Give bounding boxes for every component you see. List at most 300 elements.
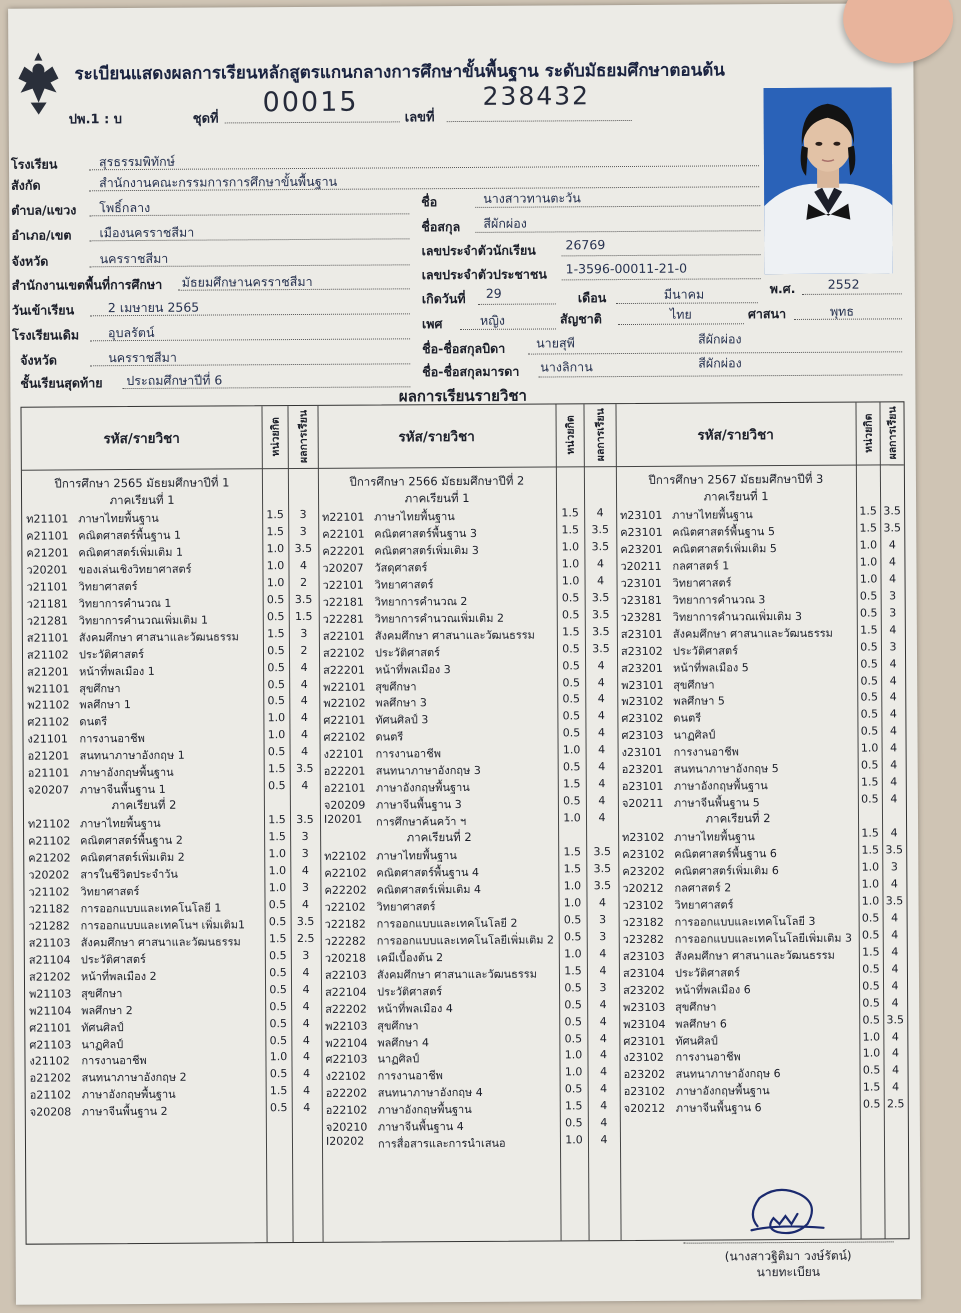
subject-grade: 4 [600,1065,608,1079]
subject-grade: 4 [892,1063,900,1077]
subject-code: ท21101 [26,512,69,526]
subject-code: จ20207 [27,783,70,797]
subject-credit: 1.5 [268,830,286,844]
subject-code: ง21101 [27,732,68,747]
subject-grade: 4 [300,694,308,708]
subject-credit: 1.0 [862,1029,881,1044]
subject-grade: 3.5 [295,762,314,776]
subject-grade: 3.5 [883,504,901,518]
subject-name: ภาษาไทยพื้นฐาน [674,830,755,844]
subject-grade: 4 [889,690,897,704]
subject-grade: 4 [888,538,896,552]
subject-name: วัสดุศาสตร์ [374,561,428,575]
sex-label: เพศ [421,316,443,332]
subject-name: พลศึกษา 6 [675,1016,727,1031]
subject-grade: 3.5 [296,813,314,827]
subject-code: อ22201 [323,764,366,779]
subject-credit: 1.0 [861,877,880,891]
subject-grade: 4 [302,965,310,979]
subject-credit: 1.5 [861,843,879,857]
subject-name: สนทนาภาษาอังกฤษ 5 [673,762,779,776]
subject-credit: 1.5 [562,624,580,639]
prev-school-value: อุบลรัตน์ [107,324,155,341]
subject-grade: 3.5 [592,624,610,638]
subject-code: ว23182 [622,915,664,929]
subject-name: วิทยาศาสตร์ [80,884,140,899]
subject-code: พ22102 [323,697,366,711]
subject-name: ประวัติศาสตร์ [78,647,145,661]
subject-name: หน้าที่พลเมือง 3 [375,662,451,677]
subject-code: ค21202 [28,851,71,865]
subject-name: สังคมศึกษา ศาสนาและวัฒนธรรม [376,967,537,982]
subject-name: ดนตรี [375,730,404,744]
father-first-name: นายสุพี [536,335,575,351]
subject-name: ภาษาอังกฤษพื้นฐาน [81,1088,176,1102]
subject-code: ท23101 [620,508,663,523]
subject-credit: 0.5 [860,640,878,654]
col-credit-3: หน่วยกิต [862,413,875,454]
subject-credit: 0.5 [269,948,287,962]
citizen-id-label: เลขประจำตัวประชาชน [421,266,547,283]
subject-grade: 4 [889,623,897,637]
subject-name: ภาษาไทยพื้นฐาน [672,508,753,522]
subject-grade: 4 [300,660,308,674]
last-level-value: ประถมศึกษาปีที่ 6 [126,372,223,389]
subject-name: สุขศึกษา [377,1018,419,1033]
subject-credit: 1.0 [861,894,880,908]
subject-grade: 2.5 [886,1097,905,1111]
religion-value: พุทธ [829,303,855,319]
subject-grade: 4 [300,677,308,691]
subject-grade: 4 [303,1101,311,1115]
subject-credit: 1.5 [860,623,878,637]
subject-credit: 1.0 [563,811,581,825]
subject-code: ส22103 [324,968,367,982]
subject-code: ศ23103 [621,729,664,743]
subject-credit: 0.5 [860,758,879,772]
subject-code: อ21202 [29,1071,72,1086]
subject-name: พลศึกษา 4 [377,1035,429,1050]
subject-name: การงานอาชีพ [377,1069,443,1083]
subject-name: เคมีเบื้องต้น 2 [376,950,444,965]
enroll-date-label: วันเข้าเรียน [11,302,75,318]
subject-name: การออกแบบและเทคโนฯ เพิ่มเติม1 [80,918,245,933]
subject-credit: 0.5 [564,997,582,1011]
subject-credit: 0.5 [859,606,878,620]
subject-name: คณิตศาสตร์พื้นฐาน 1 [78,528,181,543]
surname-value: สีผักผ่อง [483,215,527,231]
subject-grade: 4 [303,1084,311,1098]
subject-code: ว21101 [26,580,68,594]
subject-credit: 0.5 [860,673,878,688]
subject-credit: 0.5 [268,914,287,929]
name-label: ชื่อ [421,194,438,210]
set-number: 00015 [262,86,359,119]
subject-code: อ23201 [621,763,664,777]
subject-grade: 4 [598,777,606,791]
nationality-label: สัญชาติ [559,311,602,327]
subject-grade: 3.5 [886,1012,905,1026]
subject-code: ง23101 [621,746,663,760]
subject-grade: 4 [891,1029,899,1043]
subject-credit: 0.5 [269,1101,288,1115]
subject-code: ศ23101 [623,1034,666,1048]
subject-name: วิทยาการคำนวณ 2 [374,594,468,609]
subject-grade: 4 [891,911,899,925]
subject-credit: 1.5 [859,504,877,518]
prev-province-label: จังหวัด [20,352,58,368]
subject-credit: 1.0 [266,541,285,556]
subject-name: สนทนาภาษาอังกฤษ 1 [79,749,185,763]
subject-name: ภาษาจีนพื้นฐาน 4 [377,1120,464,1134]
year-heading: ปีการศึกษา 2567 มัธยมศึกษาปีที่ 3 [648,471,824,487]
subject-name: การออกแบบและเทคโนโลยีเพิ่มเติม 2 [376,933,555,948]
subject-grade: 3.5 [591,540,610,554]
subject-name: พลศึกษา 5 [673,694,725,709]
subject-grade: 4 [598,743,606,757]
subject-name: หน้าที่พลเมือง 4 [377,1001,453,1016]
subject-credit: 1.5 [563,862,582,876]
subject-grade: 3 [299,507,307,522]
subdistrict-label: ตำบล/แขวง [11,202,77,218]
col-grade-3: ผลการเรียน [885,406,899,460]
subject-code: ท23102 [622,830,665,845]
subject-code: ง22102 [325,1070,366,1084]
subject-name: ของเล่นเชิงวิทยาศาสตร์ [78,562,192,577]
subject-credit: 1.0 [269,1050,288,1064]
subject-name: สังคมศึกษา ศาสนาและวัฒนธรรม [674,948,835,963]
subject-name: คณิตศาสตร์พื้นฐาน 4 [376,865,480,880]
subject-grade: 3.5 [592,641,610,655]
subject-credit: 0.5 [563,913,582,927]
subject-grade: 4 [599,963,607,977]
subject-code: อ23102 [623,1085,666,1099]
subject-name: สุขศึกษา [81,986,123,1000]
subject-credit: 0.5 [561,607,580,622]
subject-code: ค21102 [28,834,71,848]
subject-name: การออกแบบและเทคโนโลยี 3 [674,914,816,929]
subject-grade: 4 [302,999,310,1013]
subject-name: ภาษาไทยพื้นฐาน [78,511,159,526]
subject-name: ภาษาอังกฤษพื้นฐาน [673,779,768,793]
subject-name: สังคมศึกษา ศาสนาและวัฒนธรรม [672,626,833,641]
subject-name: ดนตรี [79,715,108,729]
subject-code: ส23202 [623,983,665,997]
subject-grade: 2 [300,643,308,657]
subject-credit: 1.5 [563,777,581,791]
subject-code: จ20212 [623,1102,666,1116]
subject-grade: 4 [598,811,606,825]
subject-grade: 4 [888,555,896,569]
subject-name: คณิตศาสตร์เพิ่มเติม 5 [672,541,777,556]
district-label: อำเภอ/เขต [11,227,72,243]
subject-credit: 1.0 [859,572,878,586]
subject-code: จ20208 [29,1105,72,1119]
subject-credit: 1.0 [266,575,285,590]
subject-name: ทัศนศิลป์ [81,1020,124,1034]
subject-name: ทัศนศิลป์ [675,1033,718,1048]
subject-credit: 0.5 [861,911,880,925]
subject-grade: 3 [302,948,310,962]
subject-credit: 0.5 [562,726,581,740]
year-heading: ปีการศึกษา 2565 มัธยมศึกษาปีที่ 1 [54,475,230,491]
subject-grade: 3 [299,524,307,538]
subject-grade: 3 [889,589,897,603]
subject-name: สังคมศึกษา ศาสนาและวัฒนธรรม [78,630,239,644]
student-id-label: เลขประจำตัวนักเรียน [421,242,536,259]
subject-name: สนทนาภาษาอังกฤษ 6 [675,1067,781,1082]
form-label: ปพ.1 : บ [68,112,123,128]
subject-credit: 0.5 [862,962,880,976]
subject-grade: 4 [599,1014,607,1028]
subject-name: คณิตศาสตร์พื้นฐาน 2 [80,833,183,848]
subject-credit: 1.0 [859,538,878,552]
subject-name: วิทยาศาสตร์ [674,898,734,912]
subject-code: ค22101 [322,527,365,541]
subject-credit: 0.5 [859,589,878,603]
subject-grade: 4 [891,945,899,959]
subject-code: ง21102 [29,1054,70,1069]
subject-name: สุขศึกษา [375,679,417,694]
subject-credit: 1.0 [563,879,582,893]
subject-code: ว22102 [324,900,366,914]
subject-name: กลศาสตร์ 1 [672,559,730,573]
subject-code: ว21102 [28,885,70,899]
subject-credit: 0.5 [267,677,285,691]
col-grade-2: ผลการเรียน [594,408,607,462]
subject-credit: 0.5 [861,792,879,806]
subject-name: ภาษาจีนพื้นฐาน 5 [673,796,760,810]
mother-label: ชื่อ-ชื่อสกุลมารดา [422,363,520,380]
subject-grade: 4 [597,573,605,587]
subject-name: สังคมศึกษา ศาสนาและวัฒนธรรม [374,628,535,643]
subject-code: ว22282 [324,934,366,948]
subject-grade: 4 [302,1016,310,1030]
subject-code: จ20209 [323,798,366,813]
subject-credit: 0.5 [862,996,880,1010]
subject-credit: 1.5 [861,826,879,840]
subject-grade: 3.5 [294,592,313,606]
subject-grade: 3 [599,912,607,927]
col-credit-2: หน่วยกิต [564,415,577,456]
affiliation-label: สังกัด [11,177,41,193]
subject-code: ส22202 [325,1002,367,1016]
subject-grade: 4 [597,709,605,723]
surname-label: ชื่อสกุล [421,219,461,235]
subject-credit: 0.5 [562,641,580,655]
subject-code: ว20202 [28,868,70,882]
subject-grade: 4 [891,962,899,976]
subject-code: ศ23102 [621,712,664,726]
subject-grade: 2 [300,575,308,589]
subject-name: วิทยาศาสตร์ [672,576,732,590]
subject-code: ค23202 [622,864,665,879]
subject-credit: 0.5 [563,794,581,808]
subject-grade: 4 [301,745,309,759]
col-subject-1: รหัส/รายวิชา [103,430,180,448]
subject-name: สุขศึกษา [673,677,715,692]
citizen-id-value: 1-3596-00011-21-0 [565,260,688,277]
semester-heading: ภาคเรียนที่ 2 [406,830,472,845]
subject-name: คณิตศาสตร์พื้นฐาน 3 [374,526,477,541]
subject-code: พ23104 [623,1017,666,1031]
subject-name: กลศาสตร์ 2 [674,881,732,895]
subject-code: ว21182 [28,902,70,916]
subject-credit: 1.0 [563,896,582,910]
subject-code: จ20210 [325,1120,368,1135]
subject-grade: 4 [892,1080,900,1094]
subject-code: ว22281 [322,612,364,626]
subject-grade: 4 [598,896,607,910]
subject-credit: 0.5 [860,690,879,705]
subject-grade: 4 [890,741,898,755]
subject-code: ส21101 [26,631,69,645]
subject-name: ภาษาจีนพื้นฐาน 1 [79,783,166,797]
subject-code: อ22202 [325,1086,368,1101]
subject-code: อ23101 [621,779,664,794]
subject-credit: 1.5 [859,521,878,535]
subject-code: พ21101 [27,681,70,696]
subject-credit: 0.5 [564,980,582,995]
subject-grade: 3 [301,880,309,894]
subject-grade: 3 [599,980,607,994]
subject-credit: 1.0 [564,1048,583,1062]
subject-name: นาฏศิลป์ [81,1037,124,1051]
semester-heading: ภาคเรียนที่ 1 [404,490,470,506]
subject-credit: 0.5 [562,692,581,706]
subject-credit: 1.0 [561,557,580,571]
subject-code: ส21103 [28,936,71,950]
subject-grade: 4 [596,556,604,571]
subject-name: ประวัติศาสตร์ [80,952,146,967]
subject-name: ภาษาอังกฤษพื้นฐาน [675,1084,770,1099]
subject-code: ว21282 [28,919,70,933]
subject-credit: 0.5 [266,592,285,606]
subject-code: อ21201 [27,749,70,763]
subject-name: พลศึกษา 3 [375,696,427,710]
subject-name: ดนตรี [673,711,702,726]
subject-grade: 4 [302,1050,310,1064]
subject-grade: 1.5 [294,609,313,623]
results-title: ผลการเรียนรายวิชา [398,386,528,406]
subject-code: ว21281 [26,614,69,628]
subject-grade: 4 [889,673,897,687]
subject-credit: 0.5 [269,982,287,996]
subject-credit: 1.5 [266,508,284,522]
sex-value: หญิง [479,312,506,328]
subject-code: ส22102 [322,646,365,660]
year-heading: ปีการศึกษา 2566 มัธยมศึกษาปีที่ 2 [349,473,525,489]
col-credit-1: หน่วยกิต [269,417,282,457]
birth-month-value: มีนาคม [663,286,705,302]
subject-name: การงานอาชีพ [675,1050,741,1065]
subject-credit: 0.5 [269,1067,288,1081]
subject-credit: 0.5 [269,965,287,979]
subject-name: หน้าที่พลเมือง 2 [80,969,157,984]
subject-code: พ21104 [29,1004,72,1018]
subject-name: พลศึกษา 1 [79,698,131,712]
subject-credit: 0.5 [268,779,286,793]
subject-name: คณิตศาสตร์พื้นฐาน 5 [672,525,775,539]
semester-heading: ภาคเรียนที่ 2 [111,797,177,813]
subject-credit: 1.5 [268,813,286,827]
student-id-value: 26769 [565,237,606,253]
subject-name: พลศึกษา 2 [81,1003,133,1017]
document-number: 238432 [482,81,591,111]
subject-grade: 4 [600,1116,608,1130]
birth-day-value: 29 [485,285,502,301]
subject-credit: 1.5 [266,525,285,539]
religion-label: ศาสนา [747,306,787,322]
subject-credit: 0.5 [564,1014,583,1028]
subject-grade: 4 [301,863,309,877]
subject-code: ค23101 [620,525,663,539]
subject-grade: 3.5 [296,914,315,928]
subject-name: หน้าที่พลเมือง 1 [79,664,155,678]
subject-credit: 1.5 [862,1080,881,1094]
subject-name: การสื่อสารและการนำเสนอ [377,1136,506,1151]
subdistrict-value: โพธิ์กลาง [99,199,151,216]
subject-grade: 3 [889,606,897,620]
subject-code: ท22102 [324,849,367,863]
subject-name: หน้าที่พลเมือง 6 [675,982,751,997]
subject-grade: 4 [890,758,898,772]
subject-grade: 4 [600,1099,608,1113]
subject-credit: 1.5 [561,523,580,537]
nationality-value: ไทย [669,306,692,322]
subject-code: ว20218 [324,951,367,965]
subject-name: การออกแบบและเทคโนโลยี 1 [80,901,222,916]
subject-credit: 0.5 [862,1063,881,1077]
subject-name: วิทยาศาสตร์ [374,577,434,592]
subject-credit: 1.5 [267,626,285,640]
student-photo [764,87,893,274]
subject-grade: 3.5 [593,862,612,876]
subject-name: ภาษาอังกฤษพื้นฐาน [375,781,470,795]
subject-code: พ21102 [27,698,70,713]
subject-name: ภาษาจีนพื้นฐาน 3 [375,798,462,812]
subject-grade: 3 [599,929,607,943]
enroll-date-value: 2 เมษายน 2565 [107,299,200,316]
province-label: จังหวัด [11,253,49,269]
subject-credit: 1.5 [564,1099,583,1113]
finger-edge [843,0,954,64]
subject-grade: 4 [889,724,898,738]
subject-grade: 3 [890,860,898,874]
subject-grade: 4 [301,897,310,911]
subject-name: ภาษาจีนพื้นฐาน 6 [675,1101,762,1116]
document-title: ระเบียนแสดงผลการเรียนหลักสูตรแกนกลางการศึกษาขั้นพื้นฐาน ระดับมัธยมศึกษาตอนต้น [74,60,725,85]
subject-grade: 4 [597,692,605,706]
subject-code: ส23102 [620,644,663,658]
subject-name: วิทยาการคำนวณ 3 [672,592,766,607]
subject-name: ภาษาไทยพื้นฐาน [376,849,457,863]
subject-code: ศ21102 [27,715,70,730]
subject-code: ค23102 [622,847,665,862]
registrar-title: นายทะเบียน [756,1264,820,1280]
subject-name: การงานอาชีพ [79,732,145,746]
subject-credit: 1.5 [268,931,287,945]
subject-name: ประวัติศาสตร์ [674,966,741,980]
subject-credit: 1.5 [862,945,880,959]
subject-name: วิทยาการคำนวณเพิ่มเติม 1 [78,613,208,628]
province-value: นครราชสีมา [99,250,169,267]
subject-grade: 4 [596,506,604,520]
subject-grade: 3.5 [591,607,610,621]
subject-credit: 0.5 [269,999,287,1013]
subject-code: ว23281 [620,610,662,624]
subject-grade: 3 [889,639,897,653]
